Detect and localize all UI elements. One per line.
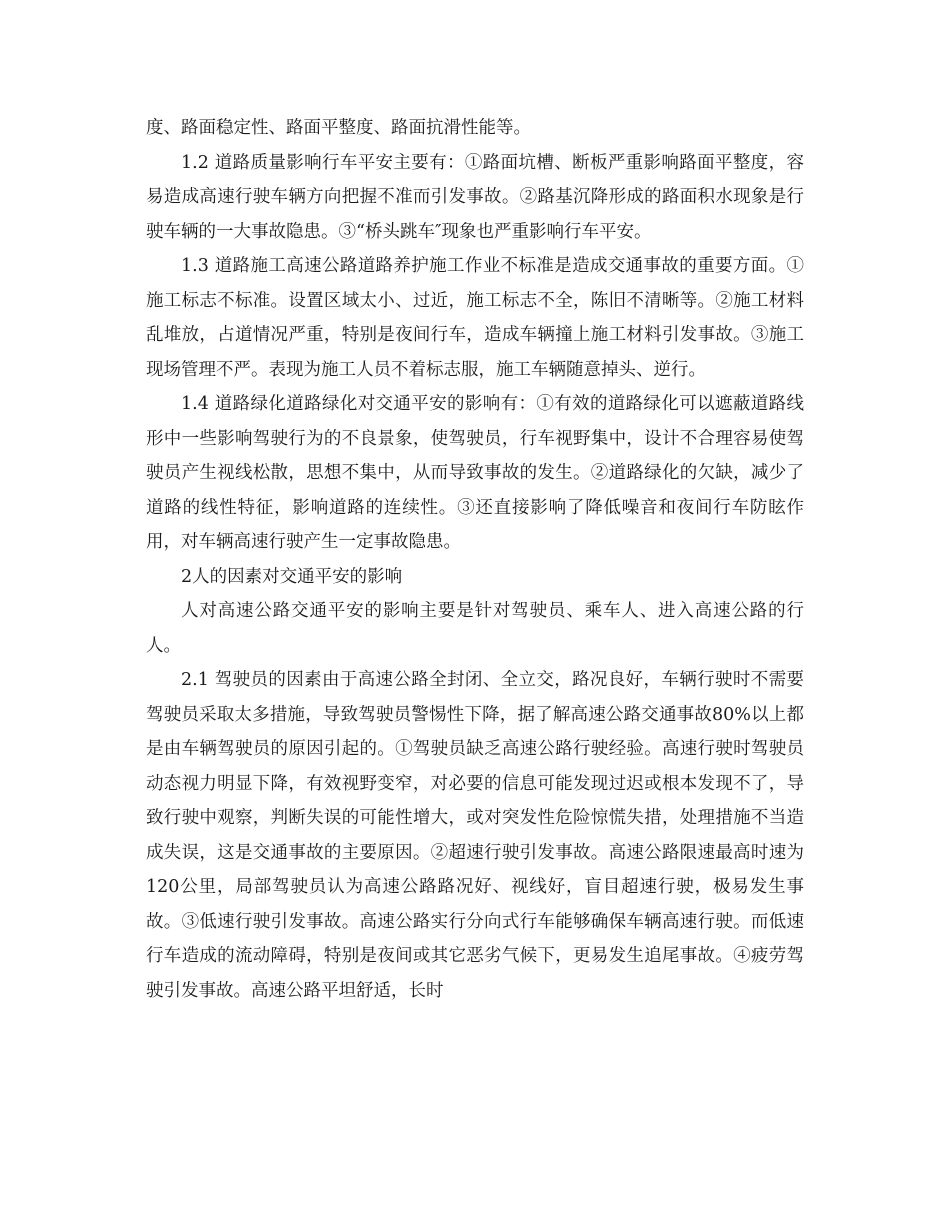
paragraph-1-4-road-greening: 1.4 道路绿化道路绿化对交通平安的影响有：①有效的道路绿化可以遮蔽道路线形中一些影响驾驶行为的不良景象，使驾驶员，行车视野集中，设计不合理容易使驾驶员产生视线松散，思想不集中，从而导致事故的发生。②道路绿化的欠缺，减少了道路的线性特征，影响道路的连续性。③还直接影响了降低噪音和夜间行车防眩作用，对车辆高速行驶产生一定事故隐患。 [146, 394, 804, 552]
section-heading-2-human-factors: 2人的因素对交通平安的影响 [181, 566, 403, 587]
paragraph-1-3-road-construction: 1.3 道路施工高速公路道路养护施工作业不标准是造成交通事故的重要方面。①施工标志不标准。设置区域太小、过近，施工标志不全，陈旧不清晰等。②施工材料乱堆放，占道情况严重，特别是夜间行车，造成车辆撞上施工材料引发事故。③施工现场管理不严。表现为施工人员不着标志服，施工车辆随意掉头、逆行。 [146, 256, 804, 380]
paragraph-continuation: 度、路面稳定性、路面平整度、路面抗滑性能等。 [146, 118, 531, 138]
paragraph-human-factors-intro: 人对高速公路交通平安的影响主要是针对驾驶员、乘车人、进入高速公路的行人。 [146, 601, 804, 656]
paragraph-1-2-road-quality: 1.2 道路质量影响行车平安主要有：①路面坑槽、断板严重影响路面平整度，容易造成高速行驶车辆方向把握不准而引发事故。②路基沉降形成的路面积水现象是行驶车辆的一大事故隐患。③“桥头跳车″现象也严重影响行车平安。 [146, 152, 804, 242]
paragraph-2-1-driver-factors: 2.1 驾驶员的因素由于高速公路全封闭、全立交，路况良好，车辆行驶时不需要驾驶员采取太多措施，导致驾驶员警惕性下降，据了解高速公路交通事故80%以上都是由车辆驾驶员的原因引起的。①驾驶员缺乏高速公路行驶经验。高速行驶时驾驶员动态视力明显下降，有效视野变窄，对必要的信息可能发现过迟或根本发现不了，导致行驶中观察，判断失误的可能性增大，或对突发性危险惊慌失措，处理措施不当造成失误，这是交通事故的主要原因。②超速行驶引发事故。高速公路限速最高时速为120公里，局部驾驶员认为高速公路路况好、视线好，盲目超速行驶，极易发生事故。③低速行驶引发事故。高速公路实行分向式行车能够确保车辆高速行驶。而低速行车造成的流动障碍，特别是夜间或其它恶劣气候下，更易发生追尾事故。④疲劳驾驶引发事故。高速公路平坦舒适，长时 [146, 670, 804, 1001]
document-body [146, 111, 804, 1008]
